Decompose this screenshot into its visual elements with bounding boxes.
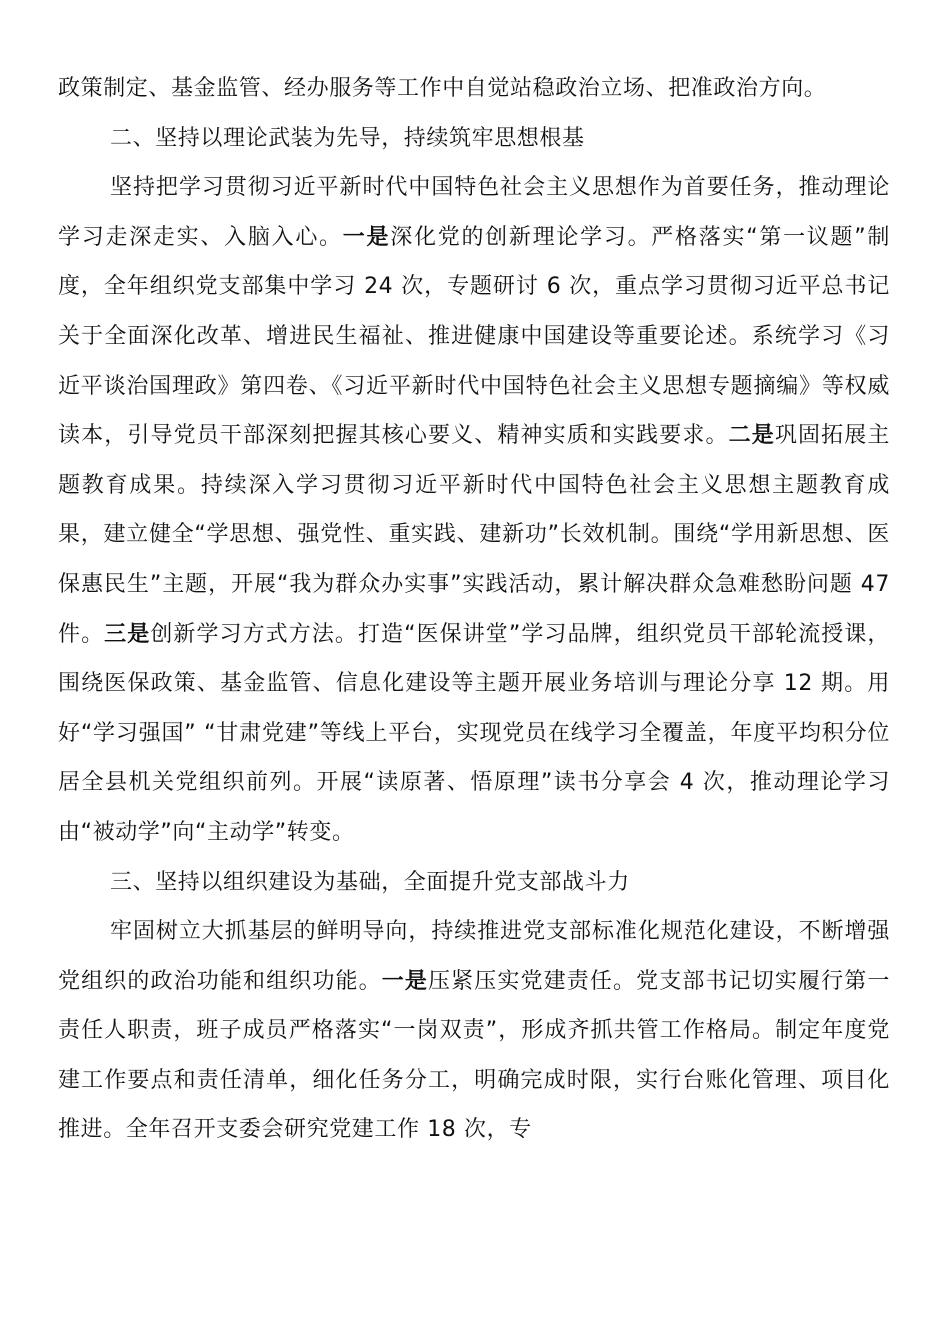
text-run: 牢固树立大抓基层的鲜明导向，持续推进党支部标准化规范化建设，不断增强党组织的政治功能和组织功能。: [58, 919, 890, 994]
heading-text: 二、坚持以理论武装为先导，持续筑牢思想根基: [110, 125, 585, 151]
bold-marker-third: 三是: [104, 621, 151, 647]
text-run: 巩固拓展主题教育成果。持续深入学习贯彻习近平新时代中国特色社会主义思想主题教育成果，建立健全“学思想、强党性、重实践、建新功”长效机制。围绕“学用新思想、医保惠民生”主题，开展“我为群众办实事”实践活动，累计解决群众急难愁盼问题 47 件。: [58, 423, 891, 647]
heading-text: 三、坚持以组织建设为基础，全面提升党支部战斗力: [110, 869, 630, 895]
paragraph-organization-building: [58, 907, 890, 1155]
bold-marker-first: 一是: [342, 224, 391, 250]
bold-marker-second: 二是: [728, 423, 775, 449]
document-page: [58, 64, 890, 1155]
text-run: 政策制定、基金监管、经办服务等工作中自觉站稳政治立场、把准政治方向。: [58, 76, 827, 101]
paragraph-continuation: [58, 64, 890, 114]
text-run: 压紧压实党建责任。党支部书记切实履行第一责任人职责，班子成员严格落实“一岗双责”，形成齐抓共管工作格局。制定年度党建工作要点和责任清单，细化任务分工，明确完成时限，实行台账化管理、项目化推进。全年召开支委会研究党建工作 18 次，专: [58, 968, 891, 1143]
paragraph-theory-study: [58, 163, 890, 857]
bold-marker-first: 一是: [381, 968, 429, 994]
text-run: 深化党的创新理论学习。严格落实“第一议题”制度，全年组织党支部集中学习 24 次，专题研讨 6 次，重点学习贯彻习近平总书记关于全面深化改革、增进民生福祉、推进健康中国建设等重要论述。系统学习《习近平谈治国理政》第四卷、《习近平新时代中国特色社会主义思想专题摘编》等权威读本，引导党员干部深刻把握其核心要义、精神实质和实践要求。: [58, 224, 891, 449]
section-heading-2: [58, 114, 890, 164]
section-heading-3: [58, 858, 890, 908]
text-run: 创新学习方式方法。打造“医保讲堂”学习品牌，组织党员干部轮流授课，围绕医保政策、基金监管、信息化建设等主题开展业务培训与理论分享 12 期。用好“学习强国” “甘肃党建”等线上平台，实现党员在线学习全覆盖，年度平均积分位居全县机关党组织前列。开展“读原著、悟原理”读书分享会 4 次，推动理论学习由“被动学”向“主动学”转变。: [58, 621, 891, 845]
text-run: 坚持把学习贯彻习近平新时代中国特色社会主义思想作为首要任务，推动理论学习走深走实、入脑入心。: [58, 175, 890, 250]
